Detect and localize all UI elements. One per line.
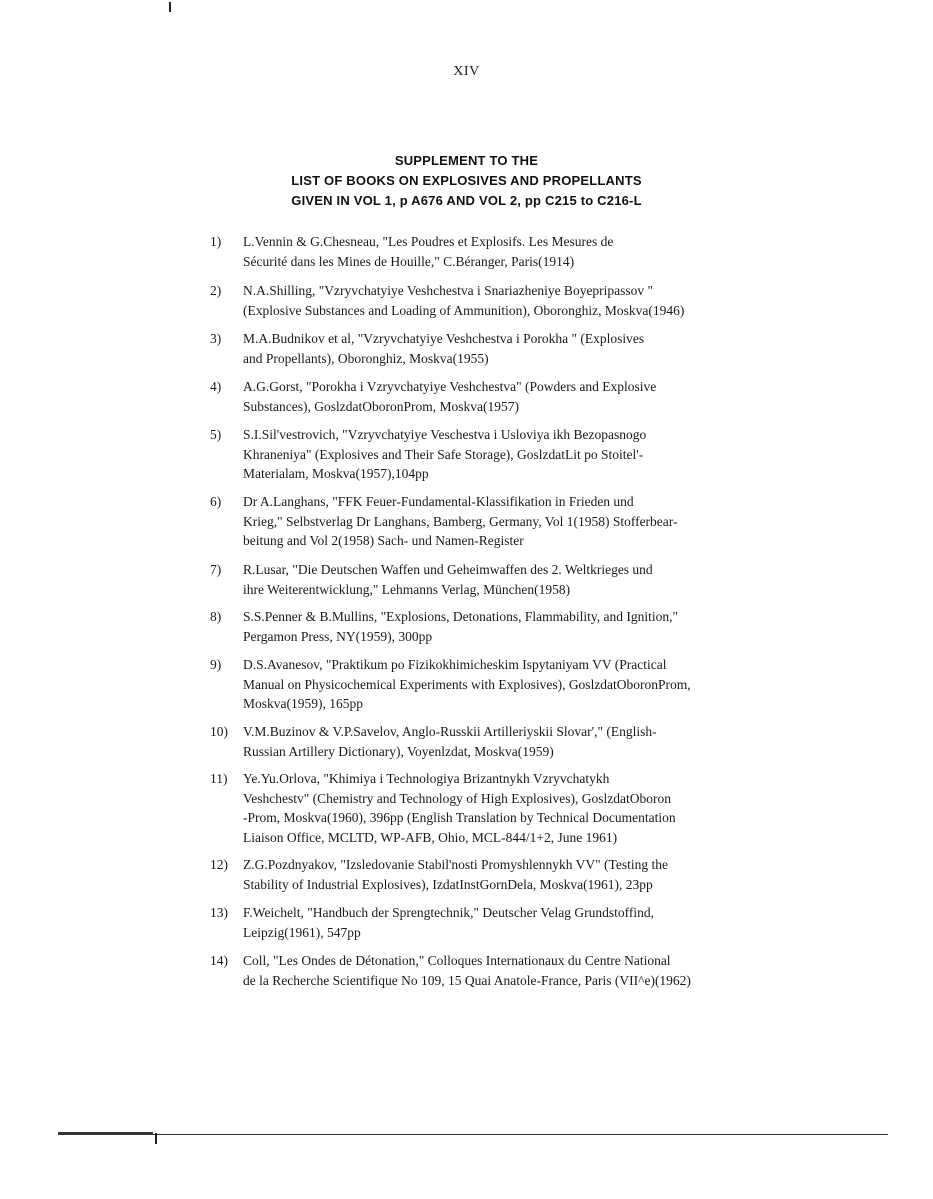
reference-text	[243, 329, 803, 368]
reference-line: Pergamon Press, NY(1959), 300pp	[243, 628, 433, 644]
reference-text	[243, 655, 803, 714]
reference-line: L.Vennin & G.Chesneau, "Les Poudres et Explosifs. Les Mesures de	[243, 234, 614, 249]
reference-line: and Propellants), Oboronghiz, Moskva(1955)	[243, 350, 489, 366]
reference-line: Sécurité dans les Mines de Houille," C.Béranger, Paris(1914)	[243, 253, 575, 269]
reference-line: Leipzig(1961), 547pp	[243, 924, 361, 940]
reference-number: 5)	[210, 427, 222, 442]
reference-line: ihre Weiterentwicklung," Lehmanns Verlag, München(1958)	[243, 581, 571, 597]
reference-number: 4)	[210, 379, 222, 394]
heading-line-1: SUPPLEMENT TO THE	[394, 153, 539, 168]
reference-line: Krieg," Selbstverlag Dr Langhans, Bamberg, Germany, Vol 1(1958) Stofferbear-	[243, 513, 678, 529]
page-number: XIV	[453, 64, 480, 79]
reference-number: 2)	[210, 283, 222, 298]
reference-text	[243, 560, 803, 599]
reference-line: Substances), GoslzdatOboronProm, Moskva(1957)	[243, 398, 519, 414]
reference-number: 9)	[210, 657, 222, 672]
reference-line: (Explosive Substances and Loading of Ammunition), Oboronghiz, Moskva(1946)	[243, 302, 685, 318]
reference-text	[243, 425, 803, 484]
reference-line: beitung and Vol 2(1958) Sach- und Namen-Register	[243, 533, 524, 548]
page-edge-mark-bottom	[155, 1133, 157, 1144]
reference-number: 3)	[210, 331, 222, 346]
reference-text	[243, 722, 803, 761]
reference-number: 14)	[210, 953, 228, 968]
reference-line: Ye.Yu.Orlova, "Khimiya i Technologiya Brizantnykh Vzryvchatykh	[243, 771, 610, 786]
reference-text	[243, 232, 803, 271]
reference-text	[243, 492, 803, 551]
reference-text	[243, 903, 803, 942]
reference-number: 10)	[210, 724, 228, 739]
reference-number: 1)	[210, 234, 222, 249]
reference-line: R.Lusar, "Die Deutschen Waffen und Geheimwaffen des 2. Weltkrieges und	[243, 562, 653, 577]
reference-line: N.A.Shilling, "Vzryvchatyiye Veshchestva i Snariazheniye Boyepripassov "	[243, 283, 654, 298]
reference-text	[243, 377, 803, 416]
reference-line: Z.G.Pozdnyakov, "Izsledovanie Stabil'nosti Promyshlennykh VV" (Testing the	[243, 857, 668, 872]
reference-line: Russian Artillery Dictionary), Voyenlzdat, Moskva(1959)	[243, 743, 554, 759]
reference-number: 7)	[210, 562, 222, 577]
reference-number: 12)	[210, 857, 228, 872]
reference-line: Moskva(1959), 165pp	[243, 696, 363, 711]
reference-number: 11)	[210, 771, 228, 786]
reference-line: Khraneniya" (Explosives and Their Safe Storage), GoslzdatLit po Stoitel'-	[243, 446, 644, 462]
reference-line: F.Weichelt, "Handbuch der Sprengtechnik," Deutscher Velag Grundstoffind,	[243, 905, 655, 920]
reference-number: 8)	[210, 609, 222, 624]
reference-line: Veshchestv" (Chemistry and Technology of High Explosives), GoslzdatOboron	[243, 790, 671, 806]
reference-line: Materialam, Moskva(1957),104pp	[243, 466, 429, 481]
heading-line-3: GIVEN IN VOL 1, p A676 AND VOL 2, pp C215 to C216-L	[291, 193, 642, 208]
reference-line: de la Recherche Scientifique No 109, 15 Quai Anatole-France, Paris (VII^e)(1962)	[243, 972, 691, 988]
bottom-rule	[58, 1134, 888, 1135]
reference-line: M.A.Budnikov et al, "Vzryvchatyiye Veshchestva i Porokha " (Explosives	[243, 331, 645, 346]
reference-line: D.S.Avanesov, "Praktikum po Fizikokhimicheskim Ispytaniyam VV (Practical	[243, 657, 667, 672]
reference-text	[243, 281, 803, 320]
heading-line-2: LIST OF BOOKS ON EXPLOSIVES AND PROPELLANTS	[291, 173, 642, 188]
reference-number: 13)	[210, 905, 228, 920]
reference-text	[243, 951, 803, 990]
reference-line: S.I.Sil'vestrovich, "Vzryvchatyiye Veschestva i Usloviya ikh Bezopasnogo	[243, 427, 647, 442]
reference-number: 6)	[210, 494, 222, 509]
reference-line: S.S.Penner & B.Mullins, "Explosions, Detonations, Flammability, and Ignition,"	[243, 609, 679, 624]
reference-line: Manual on Physicochemical Experiments with Explosives), GoslzdatOboronProm,	[243, 676, 691, 692]
reference-line: -Prom, Moskva(1960), 396pp (English Translation by Technical Documentation	[243, 810, 676, 825]
reference-line: Liaison Office, MCLTD, WP-AFB, Ohio, MCL-844/1+2, June 1961)	[243, 829, 618, 845]
reference-line: V.M.Buzinov & V.P.Savelov, Anglo-Russkii Artilleriyskii Slovar'," (English-	[243, 724, 657, 739]
reference-line: Stability of Industrial Explosives), IzdatInstGornDela, Moskva(1961), 23pp	[243, 876, 653, 892]
reference-line: A.G.Gorst, "Porokha i Vzryvchatyiye Veshchestva" (Powders and Explosive	[243, 379, 657, 394]
reference-text	[243, 607, 803, 646]
reference-line: Coll, "Les Ondes de Détonation," Colloques Internationaux du Centre National	[243, 953, 671, 968]
reference-line: Dr A.Langhans, "FFK Feuer-Fundamental-Klassifikation in Frieden und	[243, 494, 634, 509]
reference-text	[243, 855, 803, 894]
reference-text	[243, 769, 803, 847]
